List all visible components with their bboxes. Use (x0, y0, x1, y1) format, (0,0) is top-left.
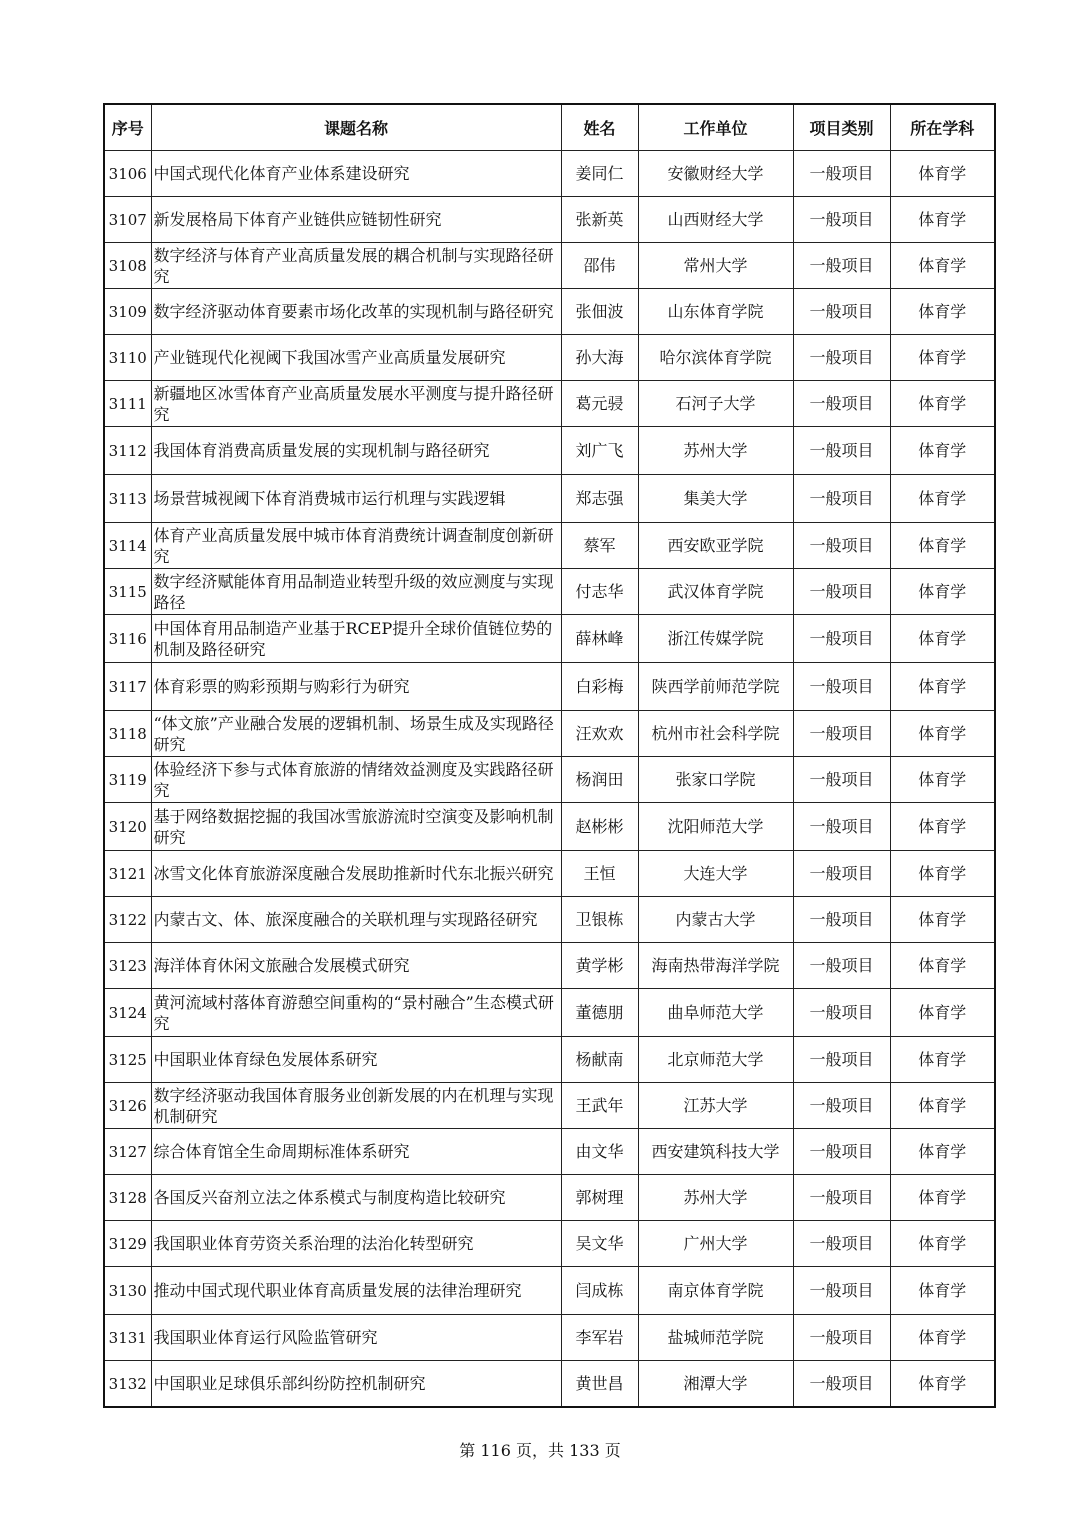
title-cell: 我国职业体育劳资关系治理的法治化转型研究 (151, 1221, 561, 1267)
table-row (104, 943, 995, 989)
discipline-cell: 体育学 (890, 1315, 995, 1361)
category-cell: 一般项目 (793, 1175, 890, 1221)
title-cell: 中国体育用品制造产业基于RCEP提升全球价值链位势的机制及路径研究 (151, 615, 561, 663)
category-cell: 一般项目 (793, 851, 890, 897)
discipline-cell: 体育学 (890, 663, 995, 711)
name-cell: 刘广飞 (561, 427, 638, 475)
discipline-cell: 体育学 (890, 475, 995, 523)
unit-cell: 海南热带海洋学院 (638, 943, 793, 989)
title-cell: 中国式现代化体育产业体系建设研究 (151, 151, 561, 197)
category-cell: 一般项目 (793, 803, 890, 851)
seq-cell: 3108 (104, 243, 151, 289)
unit-cell: 山西财经大学 (638, 197, 793, 243)
discipline-cell: 体育学 (890, 1037, 995, 1083)
seq-cell: 3129 (104, 1221, 151, 1267)
unit-cell: 张家口学院 (638, 757, 793, 803)
name-cell: 郑志强 (561, 475, 638, 523)
unit-cell: 北京师范大学 (638, 1037, 793, 1083)
title-cell: 基于网络数据挖掘的我国冰雪旅游流时空演变及影响机制研究 (151, 803, 561, 851)
title-cell: 体育产业高质量发展中城市体育消费统计调查制度创新研究 (151, 523, 561, 569)
table-row (104, 1267, 995, 1315)
name-cell: 黄世昌 (561, 1361, 638, 1408)
title-cell: 数字经济与体育产业高质量发展的耦合机制与实现路径研究 (151, 243, 561, 289)
table-row (104, 523, 995, 569)
title-cell: 推动中国式现代职业体育高质量发展的法律治理研究 (151, 1267, 561, 1315)
discipline-cell: 体育学 (890, 943, 995, 989)
name-cell: 张新英 (561, 197, 638, 243)
name-cell: 薛林峰 (561, 615, 638, 663)
category-cell: 一般项目 (793, 243, 890, 289)
table-row (104, 243, 995, 289)
category-cell: 一般项目 (793, 615, 890, 663)
table-row (104, 851, 995, 897)
page-footer: 第 116 页，共 133 页 (459, 1441, 621, 1460)
name-cell: 蔡军 (561, 523, 638, 569)
discipline-cell: 体育学 (890, 711, 995, 757)
table-row (104, 1221, 995, 1267)
category-cell: 一般项目 (793, 151, 890, 197)
name-cell: 王武年 (561, 1083, 638, 1129)
title-cell: 新疆地区冰雪体育产业高质量发展水平测度与提升路径研究 (151, 381, 561, 427)
table-header-row (104, 104, 995, 151)
discipline-cell: 体育学 (890, 243, 995, 289)
table-row (104, 1129, 995, 1175)
category-cell: 一般项目 (793, 1083, 890, 1129)
name-cell: 由文华 (561, 1129, 638, 1175)
discipline-cell: 体育学 (890, 615, 995, 663)
name-cell: 葛元骎 (561, 381, 638, 427)
table-row (104, 757, 995, 803)
discipline-cell: 体育学 (890, 803, 995, 851)
unit-cell: 西安欧亚学院 (638, 523, 793, 569)
table-row (104, 569, 995, 615)
discipline-cell: 体育学 (890, 1267, 995, 1315)
discipline-cell: 体育学 (890, 427, 995, 475)
seq-cell: 3115 (104, 569, 151, 615)
title-cell: 中国职业足球俱乐部纠纷防控机制研究 (151, 1361, 561, 1408)
seq-cell: 3126 (104, 1083, 151, 1129)
category-cell: 一般项目 (793, 335, 890, 381)
title-cell: 体育彩票的购彩预期与购彩行为研究 (151, 663, 561, 711)
unit-cell: 沈阳师范大学 (638, 803, 793, 851)
table-row (104, 1175, 995, 1221)
table-row (104, 1315, 995, 1361)
discipline-cell: 体育学 (890, 1083, 995, 1129)
seq-cell: 3122 (104, 897, 151, 943)
seq-cell: 3124 (104, 989, 151, 1037)
seq-cell: 3111 (104, 381, 151, 427)
name-cell: 付志华 (561, 569, 638, 615)
seq-cell: 3120 (104, 803, 151, 851)
unit-cell: 大连大学 (638, 851, 793, 897)
unit-cell: 南京体育学院 (638, 1267, 793, 1315)
table-row (104, 151, 995, 197)
name-cell: 邵伟 (561, 243, 638, 289)
name-cell: 白彩梅 (561, 663, 638, 711)
unit-cell: 陕西学前师范学院 (638, 663, 793, 711)
category-cell: 一般项目 (793, 943, 890, 989)
title-cell: 我国职业体育运行风险监管研究 (151, 1315, 561, 1361)
name-cell: 姜同仁 (561, 151, 638, 197)
title-cell: 海洋体育休闲文旅融合发展模式研究 (151, 943, 561, 989)
table-row (104, 897, 995, 943)
seq-cell: 3112 (104, 427, 151, 475)
category-cell: 一般项目 (793, 427, 890, 475)
seq-cell: 3125 (104, 1037, 151, 1083)
seq-cell: 3117 (104, 663, 151, 711)
project-list-table (103, 103, 996, 1408)
header-name: 姓名 (561, 104, 638, 151)
category-cell: 一般项目 (793, 1361, 890, 1408)
title-cell: 体验经济下参与式体育旅游的情绪效益测度及实践路径研究 (151, 757, 561, 803)
seq-cell: 3114 (104, 523, 151, 569)
title-cell: 新发展格局下体育产业链供应链韧性研究 (151, 197, 561, 243)
header-unit: 工作单位 (638, 104, 793, 151)
name-cell: 卫银栋 (561, 897, 638, 943)
seq-cell: 3121 (104, 851, 151, 897)
discipline-cell: 体育学 (890, 335, 995, 381)
title-cell: 数字经济驱动体育要素市场化改革的实现机制与路径研究 (151, 289, 561, 335)
title-cell: 我国体育消费高质量发展的实现机制与路径研究 (151, 427, 561, 475)
discipline-cell: 体育学 (890, 151, 995, 197)
table-row (104, 615, 995, 663)
unit-cell: 广州大学 (638, 1221, 793, 1267)
category-cell: 一般项目 (793, 1315, 890, 1361)
seq-cell: 3113 (104, 475, 151, 523)
title-cell: 数字经济驱动我国体育服务业创新发展的内在机理与实现机制研究 (151, 1083, 561, 1129)
unit-cell: 武汉体育学院 (638, 569, 793, 615)
unit-cell: 苏州大学 (638, 427, 793, 475)
category-cell: 一般项目 (793, 1267, 890, 1315)
category-cell: 一般项目 (793, 289, 890, 335)
unit-cell: 安徽财经大学 (638, 151, 793, 197)
category-cell: 一般项目 (793, 1037, 890, 1083)
table-row (104, 335, 995, 381)
seq-cell: 3130 (104, 1267, 151, 1315)
table-row (104, 381, 995, 427)
name-cell: 闫成栋 (561, 1267, 638, 1315)
title-cell: 黄河流域村落体育游憩空间重构的“景村融合”生态模式研究 (151, 989, 561, 1037)
name-cell: 赵彬彬 (561, 803, 638, 851)
name-cell: 郭树理 (561, 1175, 638, 1221)
table-row (104, 1361, 995, 1408)
table-row (104, 475, 995, 523)
name-cell: 孙大海 (561, 335, 638, 381)
category-cell: 一般项目 (793, 523, 890, 569)
unit-cell: 盐城师范学院 (638, 1315, 793, 1361)
unit-cell: 集美大学 (638, 475, 793, 523)
name-cell: 吴文华 (561, 1221, 638, 1267)
name-cell: 王恒 (561, 851, 638, 897)
discipline-cell: 体育学 (890, 1361, 995, 1408)
seq-cell: 3119 (104, 757, 151, 803)
title-cell: 数字经济赋能体育用品制造业转型升级的效应测度与实现路径 (151, 569, 561, 615)
discipline-cell: 体育学 (890, 757, 995, 803)
category-cell: 一般项目 (793, 757, 890, 803)
seq-cell: 3107 (104, 197, 151, 243)
discipline-cell: 体育学 (890, 197, 995, 243)
discipline-cell: 体育学 (890, 381, 995, 427)
discipline-cell: 体育学 (890, 523, 995, 569)
header-category: 项目类别 (793, 104, 890, 151)
seq-cell: 3118 (104, 711, 151, 757)
category-cell: 一般项目 (793, 711, 890, 757)
category-cell: 一般项目 (793, 475, 890, 523)
discipline-cell: 体育学 (890, 851, 995, 897)
name-cell: 杨润田 (561, 757, 638, 803)
category-cell: 一般项目 (793, 381, 890, 427)
discipline-cell: 体育学 (890, 989, 995, 1037)
header-title: 课题名称 (151, 104, 561, 151)
discipline-cell: 体育学 (890, 1175, 995, 1221)
category-cell: 一般项目 (793, 569, 890, 615)
header-seq: 序号 (104, 104, 151, 151)
unit-cell: 苏州大学 (638, 1175, 793, 1221)
unit-cell: 哈尔滨体育学院 (638, 335, 793, 381)
title-cell: 各国反兴奋剂立法之体系模式与制度构造比较研究 (151, 1175, 561, 1221)
unit-cell: 浙江传媒学院 (638, 615, 793, 663)
title-cell: 内蒙古文、体、旅深度融合的关联机理与实现路径研究 (151, 897, 561, 943)
table-row (104, 1083, 995, 1129)
title-cell: 场景营城视阈下体育消费城市运行机理与实践逻辑 (151, 475, 561, 523)
name-cell: 董德朋 (561, 989, 638, 1037)
unit-cell: 曲阜师范大学 (638, 989, 793, 1037)
discipline-cell: 体育学 (890, 1221, 995, 1267)
title-cell: 综合体育馆全生命周期标准体系研究 (151, 1129, 561, 1175)
discipline-cell: 体育学 (890, 1129, 995, 1175)
seq-cell: 3109 (104, 289, 151, 335)
table-row (104, 711, 995, 757)
unit-cell: 石河子大学 (638, 381, 793, 427)
name-cell: 汪欢欢 (561, 711, 638, 757)
unit-cell: 山东体育学院 (638, 289, 793, 335)
discipline-cell: 体育学 (890, 897, 995, 943)
discipline-cell: 体育学 (890, 289, 995, 335)
name-cell: 张佃波 (561, 289, 638, 335)
discipline-cell: 体育学 (890, 569, 995, 615)
seq-cell: 3132 (104, 1361, 151, 1408)
title-cell: 冰雪文化体育旅游深度融合发展助推新时代东北振兴研究 (151, 851, 561, 897)
table-row (104, 663, 995, 711)
unit-cell: 江苏大学 (638, 1083, 793, 1129)
table-row (104, 1037, 995, 1083)
unit-cell: 西安建筑科技大学 (638, 1129, 793, 1175)
category-cell: 一般项目 (793, 1221, 890, 1267)
unit-cell: 湘潭大学 (638, 1361, 793, 1408)
header-discipline: 所在学科 (890, 104, 995, 151)
seq-cell: 3106 (104, 151, 151, 197)
table-row (104, 427, 995, 475)
title-cell: 产业链现代化视阈下我国冰雪产业高质量发展研究 (151, 335, 561, 381)
title-cell: “体文旅”产业融合发展的逻辑机制、场景生成及实现路径研究 (151, 711, 561, 757)
category-cell: 一般项目 (793, 663, 890, 711)
table-row (104, 989, 995, 1037)
seq-cell: 3131 (104, 1315, 151, 1361)
title-cell: 中国职业体育绿色发展体系研究 (151, 1037, 561, 1083)
name-cell: 李军岩 (561, 1315, 638, 1361)
seq-cell: 3110 (104, 335, 151, 381)
table-row (104, 197, 995, 243)
category-cell: 一般项目 (793, 1129, 890, 1175)
name-cell: 杨献南 (561, 1037, 638, 1083)
seq-cell: 3116 (104, 615, 151, 663)
category-cell: 一般项目 (793, 197, 890, 243)
category-cell: 一般项目 (793, 989, 890, 1037)
category-cell: 一般项目 (793, 897, 890, 943)
unit-cell: 内蒙古大学 (638, 897, 793, 943)
seq-cell: 3123 (104, 943, 151, 989)
table-row (104, 803, 995, 851)
name-cell: 黄学彬 (561, 943, 638, 989)
seq-cell: 3127 (104, 1129, 151, 1175)
unit-cell: 杭州市社会科学院 (638, 711, 793, 757)
table-row (104, 289, 995, 335)
unit-cell: 常州大学 (638, 243, 793, 289)
seq-cell: 3128 (104, 1175, 151, 1221)
